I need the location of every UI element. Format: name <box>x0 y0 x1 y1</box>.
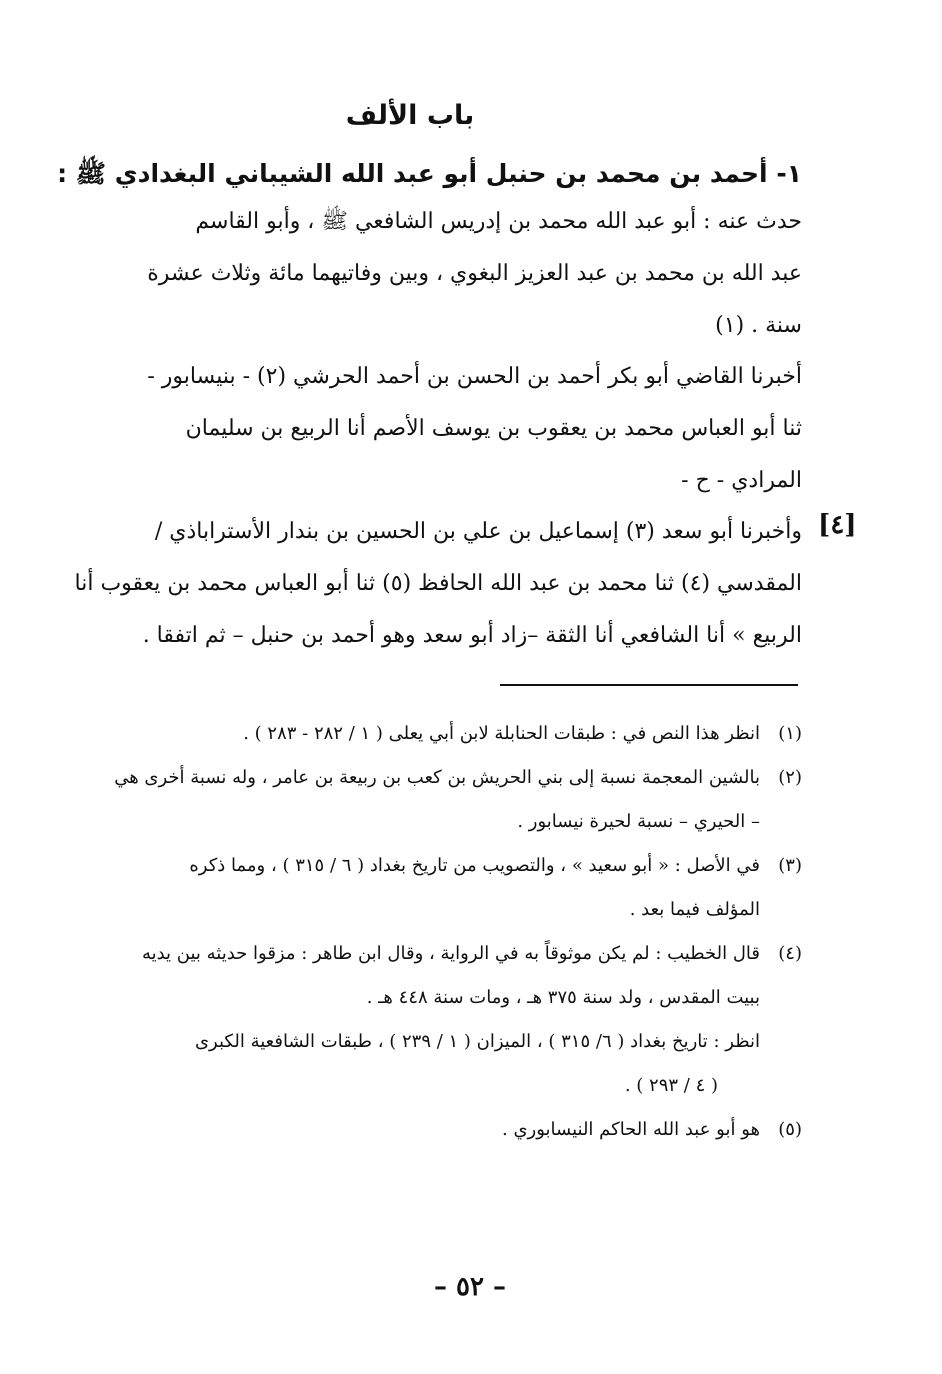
paragraph-isnad-2 <box>32 506 802 662</box>
footnote-5 <box>32 1108 802 1152</box>
footnote-4 <box>32 932 802 1020</box>
footnote-3 <box>32 844 802 932</box>
footnote-text: ( ٤ / ٢٩٣ ) . <box>624 1075 718 1096</box>
footnote-text: انظر : تاريخ بغداد ( ٦/ ٣١٥ ) ، الميزان ( ١ / ٢٣٩ ) ، طبقات الشافعية الكبرى <box>194 1031 760 1052</box>
footnote-4-sources <box>32 1020 802 1108</box>
entry-number: ١- <box>776 159 802 188</box>
text-line: وأخبرنا أبو سعد (٣) إسماعيل بن علي بن الحسين بن بندار الأستراباذي / <box>154 519 802 544</box>
text-line: حدث عنه : أبو عبد الله محمد بن إدريس الشافعي ﷺ ، وأبو القاسم <box>195 209 802 234</box>
footnote-text: انظر هذا النص في : طبقات الحنابلة لابن أبي يعلى ( ١ / ٢٨٢ - ٢٨٣ ) . <box>243 723 760 744</box>
page-number: – ٥٢ – <box>433 1272 507 1302</box>
entry-name: أحمد بن محمد بن حنبل أبو عبد الله الشيباني البغدادي ﷺ : <box>57 159 768 188</box>
footnotes <box>32 712 802 1152</box>
chapter-title: باب الألف <box>345 100 475 131</box>
text-line: المقدسي (٤) ثنا محمد بن عبد الله الحافظ (٥) ثنا أبو العباس محمد بن يعقوب أنا <box>74 571 802 596</box>
text-line: عبد الله بن محمد بن عبد العزيز البغوي ، وبين وفاتيهما مائة وثلاث عشرة <box>147 261 802 286</box>
footnote-text: ببيت المقدس ، ولد سنة ٣٧٥ هـ ، ومات سنة ٤٤٨ هـ . <box>366 987 760 1008</box>
text-line: ثنا أبو العباس محمد بن يعقوب بن يوسف الأصم أنا الربيع بن سليمان <box>185 416 802 441</box>
text-line: الربيع » أنا الشافعي أنا الثقة –زاد أبو سعد وهو أحمد بن حنبل – ثم اتفقا . <box>142 623 802 648</box>
footnote-text: المؤلف فيما بعد . <box>629 899 760 920</box>
footnote-number: (١) <box>778 723 802 744</box>
footnote-text: قال الخطيب : لم يكن موثوقاً به في الرواية ، وقال ابن طاهر : مزقوا حديثه بين يديه <box>141 943 760 964</box>
footnote-number: (٣) <box>778 855 802 876</box>
footnote-divider <box>500 684 798 686</box>
footnote-number: (٤) <box>778 943 802 964</box>
text-line: المرادي - ح - <box>681 468 802 493</box>
footnote-text: هو أبو عبد الله الحاكم النيسابوري . <box>502 1119 760 1140</box>
footnote-2 <box>32 756 802 844</box>
footnote-1 <box>32 712 802 756</box>
entry-title <box>57 158 802 195</box>
footnote-text: بالشين المعجمة نسبة إلى بني الحريش بن كعب بن ربيعة بن عامر ، وله نسبة أخرى هي <box>114 767 760 788</box>
footnote-number: (٢) <box>778 767 802 788</box>
footnote-text: في الأصل : « أبو سعيد » ، والتصويب من تاريخ بغداد ( ٦ / ٣١٥ ) ، ومما ذكره <box>189 855 760 876</box>
text-line: سنة . (١) <box>715 313 802 338</box>
footnote-number: (٥) <box>778 1119 802 1140</box>
paragraph-isnad-1 <box>32 351 802 507</box>
text-line: أخبرنا القاضي أبو بكر أحمد بن الحسن بن أحمد الحرشي (٢) - بنيسابور - <box>147 364 802 389</box>
manuscript-reference-mark: [٤] <box>818 510 857 540</box>
footnote-text: – الحيري – نسبة لحيرة نيسابور . <box>517 811 760 832</box>
paragraph-narrators <box>32 196 802 352</box>
